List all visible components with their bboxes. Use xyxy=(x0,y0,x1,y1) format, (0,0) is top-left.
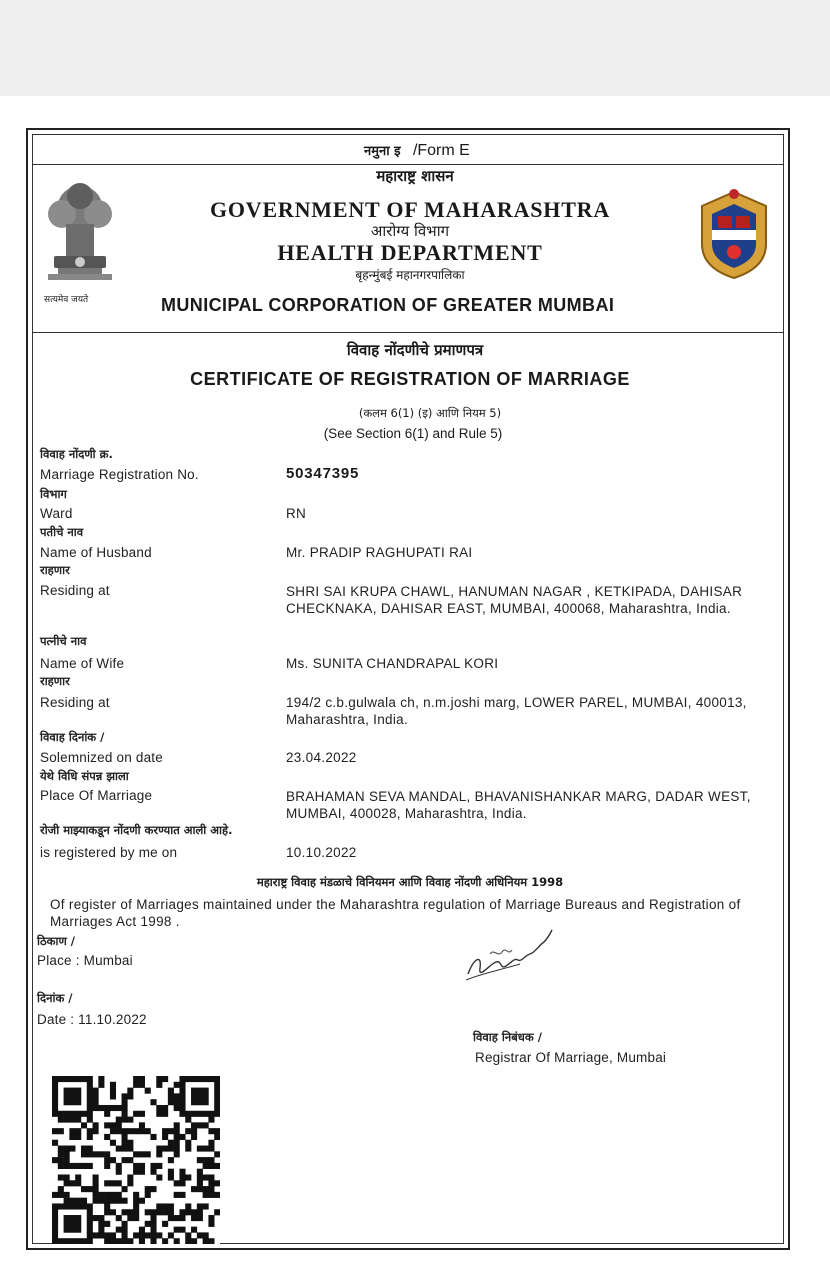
wife-name-label: Name of Wife xyxy=(40,656,125,671)
reg-no-label: Marriage Registration No. xyxy=(40,467,199,482)
wife-label-mr: पत्नीचे नाव xyxy=(40,634,87,648)
viewer-top-bar xyxy=(0,0,830,96)
solemnized-date-value: 23.04.2022 xyxy=(286,750,357,765)
place-of-marriage-value: BRAHAMAN SEVA MANDAL, BHAVANISHANKAR MARG, DADAR WEST, MUMBAI, 400028, Maharashtra, India. xyxy=(286,789,751,821)
govt-title-en: GOVERNMENT OF MAHARASHTRA xyxy=(209,197,611,222)
ward-label-mr: विभाग xyxy=(40,487,67,501)
signature-icon xyxy=(460,924,560,986)
corp-title-en: MUNICIPAL CORPORATION OF GREATER MUMBAI xyxy=(161,295,615,315)
emblem-motto: सत्यमेव जयते xyxy=(44,295,89,305)
wife-residence-label-mr: राहणार xyxy=(40,674,70,688)
qr-code xyxy=(52,1076,220,1244)
form-label-en: /Form E xyxy=(412,142,470,159)
header-divider xyxy=(32,332,784,333)
place-footer-label-mr: ठिकाण / xyxy=(37,934,75,948)
place-of-marriage-label: Place Of Marriage xyxy=(40,788,153,803)
corp-title-mr: बृहन्मुंबई महानगरपालिका xyxy=(355,268,465,282)
date-footer: Date : 11.10.2022 xyxy=(37,1012,147,1027)
husband-residence-label: Residing at xyxy=(40,583,110,598)
wife-residence-value: 194/2 c.b.gulwala ch, n.m.joshi marg, LOWER PAREL, MUMBAI, 400013, Maharashtra, India. xyxy=(286,695,747,727)
form-divider xyxy=(32,164,784,165)
husband-residence-value: SHRI SAI KRUPA CHAWL, HANUMAN NAGAR , KETKIPADA, DAHISAR CHECKNAKA, DAHISAR EAST, MUMBAI, 400068, Maharashtra, India. xyxy=(286,584,743,616)
reg-no-value: 50347395 xyxy=(286,465,360,482)
place-footer: Place : Mumbai xyxy=(37,953,133,968)
dept-title-en: HEALTH DEPARTMENT xyxy=(277,240,543,265)
reg-no-label-mr: विवाह नोंदणी क्र. xyxy=(40,447,113,461)
certificate-title-en: CERTIFICATE OF REGISTRATION OF MARRIAGE xyxy=(190,369,630,389)
wife-name-value: Ms. SUNITA CHANDRAPAL KORI xyxy=(286,656,499,671)
husband-name-label: Name of Husband xyxy=(40,545,152,560)
certificate-title-mr: विवाह नोंदणीचे प्रमाणपत्र xyxy=(346,341,484,359)
ward-value: RN xyxy=(286,506,307,521)
husband-residence-label-mr: राहणार xyxy=(40,563,70,577)
solemnized-date-label: Solemnized on date xyxy=(40,750,163,765)
section-ref-en: (See Section 6(1) and Rule 5) xyxy=(323,426,503,441)
place-label-mr: येथे विधि संपन्न झाला xyxy=(40,769,129,783)
date-footer-label-mr: दिनांक / xyxy=(37,991,73,1005)
qr-code-icon xyxy=(52,1076,220,1244)
act-description: Of register of Marriages maintained under the Maharashtra regulation of Marriage Bureaus and Registration of Marriages Act 1998 . xyxy=(50,897,741,929)
husband-label-mr: पतीचे नाव xyxy=(40,525,84,539)
ward-label: Ward xyxy=(40,506,73,521)
solemnized-label-mr: विवाह दिनांक / xyxy=(40,730,105,744)
registered-label-mr: रोजी माझ्याकडून नोंदणी करण्यात आली आहे. xyxy=(40,823,233,837)
form-label-mr: नमुना इ xyxy=(364,144,401,159)
registered-on-label: is registered by me on xyxy=(40,845,178,860)
section-ref-mr: (कलम 6(1) (इ) आणि नियम 5) xyxy=(358,406,502,420)
mcgm-crest xyxy=(692,186,776,282)
wife-residence-label: Residing at xyxy=(40,695,110,710)
registered-on-value: 10.10.2022 xyxy=(286,845,357,860)
corporation-crest-icon xyxy=(692,186,776,282)
registrar-label: Registrar Of Marriage, Mumbai xyxy=(475,1050,667,1065)
act-title-mr: महाराष्ट्र विवाह मंडळाचे विनियमन आणि विवाह नोंदणी अधिनियम 1998 xyxy=(256,875,564,889)
form-label xyxy=(364,141,470,160)
govt-title-mr: महाराष्ट्र शासन xyxy=(376,167,454,185)
registrar-signature xyxy=(460,924,560,986)
dept-title-mr: आरोग्य विभाग xyxy=(370,222,450,240)
registrar-label-mr: विवाह निबंधक / xyxy=(473,1030,542,1044)
husband-name-value: Mr. PRADIP RAGHUPATI RAI xyxy=(286,545,473,560)
